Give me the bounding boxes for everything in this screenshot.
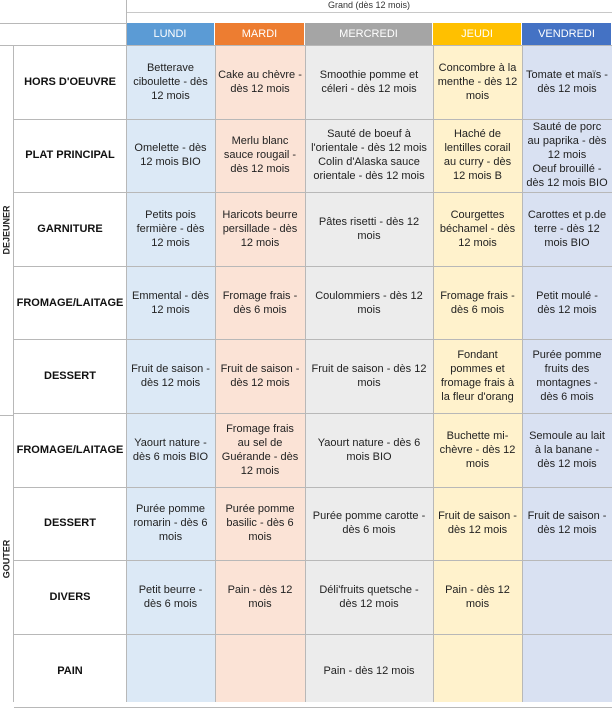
day-header-vendredi: VENDREDI <box>522 23 612 45</box>
menu-cell-mercredi: Yaourt nature - dès 6 mois BIO <box>317 436 421 463</box>
row-label: GARNITURE <box>37 222 103 235</box>
grid-line <box>0 45 612 46</box>
menu-cell-mardi: Haricots beurre persillade - dès 12 mois <box>222 208 298 249</box>
menu-cell-mardi: Purée pomme basilic - dès 6 mois <box>225 503 295 544</box>
menu-cell-mercredi: Purée pomme carotte - dès 6 mois <box>312 510 426 537</box>
grid-line <box>0 415 14 416</box>
menu-cell-lundi: Petits pois fermière - dès 12 mois <box>136 208 205 249</box>
grid-line <box>14 192 612 193</box>
menu-cell-mardi: Fromage frais au sel de Guérande - dès 12 mois <box>221 422 299 477</box>
menu-cell-mercredi: Pain - dès 12 mois <box>323 664 415 677</box>
menu-cell-mercredi: Smoothie pomme et céleri - dès 12 mois <box>319 68 419 95</box>
menu-cell-lundi: Fruit de saison - dès 12 mois <box>131 363 210 390</box>
menu-cell-mercredi: Déli'fruits quetsche - dès 12 mois <box>319 583 419 610</box>
grid-line <box>522 45 523 702</box>
menu-cell-lundi: Emmental - dès 12 mois <box>131 289 210 316</box>
menu-cell-mardi: Cake au chèvre - dès 12 mois <box>218 68 302 95</box>
menu-cell-lundi: Yaourt nature - dès 6 mois BIO <box>132 436 209 463</box>
day-header-jeudi: JEUDI <box>433 23 522 45</box>
menu-cell-mardi: Fromage frais - dès 6 mois <box>222 289 298 316</box>
day-header-mardi: MARDI <box>215 23 305 45</box>
menu-cell-vendredi: Fruit de saison - dès 12 mois <box>527 510 607 537</box>
grid-line <box>433 45 434 702</box>
row-label: DESSERT <box>44 370 96 383</box>
menu-cell-vendredi: Semoule au lait à la banane - dès 12 mois <box>529 429 605 470</box>
row-label: HORS D'OEUVRE <box>24 75 116 88</box>
grid-line <box>305 45 306 702</box>
row-label: PLAT PRINCIPAL <box>25 149 115 162</box>
grid-line <box>14 487 612 488</box>
grid-line <box>14 339 612 340</box>
grid-line <box>0 23 126 24</box>
grid-line <box>215 45 216 702</box>
menu-cell-jeudi: Haché de lentilles corail au curry - dès 12 mois B <box>443 128 512 183</box>
menu-cell-vendredi: Sauté de porc au paprika - dès 12 mois Oeuf brouillé - dès 12 mois BIO <box>526 121 608 190</box>
day-header-mercredi: MERCREDI <box>305 23 433 45</box>
menu-title: Grand (dès 12 mois) <box>327 0 411 10</box>
section-label-text: GOUTER <box>1 539 12 578</box>
menu-cell-jeudi: Concombre à la menthe - dès 12 mois <box>437 61 518 102</box>
menu-cell-lundi <box>126 634 215 708</box>
menu-cell-vendredi <box>522 560 612 634</box>
menu-cell-vendredi <box>522 634 612 708</box>
row-label: DESSERT <box>44 517 96 530</box>
grid-line <box>14 119 612 120</box>
grid-line <box>14 413 612 414</box>
menu-cell-lundi: Petit beurre - dès 6 mois <box>138 583 203 610</box>
menu-cell-jeudi: Fondant pommes et fromage frais à la fleur d'orang <box>440 349 515 404</box>
menu-cell-vendredi: Tomate et maïs - dès 12 mois <box>526 68 608 95</box>
menu-cell-jeudi: Fruit de saison - dès 12 mois <box>438 510 517 537</box>
menu-cell-vendredi: Purée pomme fruits des montagnes - dès 6 mois <box>532 349 602 404</box>
menu-cell-mercredi: Coulommiers - dès 12 mois <box>315 289 423 316</box>
menu-cell-mercredi: Sauté de boeuf à l'orientale - dès 12 mois Colin d'Alaska sauce orientale - dès 12 mois <box>311 128 427 183</box>
menu-cell-mardi: Fruit de saison - dès 12 mois <box>220 363 300 390</box>
day-header-lundi: LUNDI <box>126 23 215 45</box>
menu-cell-jeudi: Pain - dès 12 mois <box>445 583 510 610</box>
menu-cell-jeudi: Fromage frais - dès 6 mois <box>440 289 515 316</box>
section-label <box>0 45 13 415</box>
menu-cell-jeudi <box>433 634 522 708</box>
grid-line <box>14 634 612 635</box>
row-label: PAIN <box>57 664 83 677</box>
row-label: DIVERS <box>49 590 91 603</box>
section-label <box>0 415 13 702</box>
grid-line <box>126 0 127 702</box>
section-label-text: DEJEUNER <box>1 205 12 255</box>
menu-cell-mardi: Merlu blanc sauce rougail - dès 12 mois <box>223 135 297 176</box>
menu-cell-vendredi: Carottes et p.de terre - dès 12 mois BIO <box>527 208 607 249</box>
menu-cell-lundi: Omelette - dès 12 mois BIO <box>134 142 207 169</box>
row-label: FROMAGE/LAITAGE <box>16 296 124 309</box>
menu-cell-mardi: Pain - dès 12 mois <box>227 583 293 610</box>
menu-cell-vendredi: Petit moulé - dès 12 mois <box>536 289 598 316</box>
grid-line <box>14 266 612 267</box>
menu-cell-mercredi: Fruit de saison - dès 12 mois <box>311 363 427 390</box>
menu-cell-lundi: Betterave ciboulette - dès 12 mois <box>133 61 208 102</box>
menu-cell-jeudi: Buchette mi- chèvre - dès 12 mois <box>439 429 516 470</box>
grid-line <box>13 45 14 702</box>
menu-cell-lundi: Purée pomme romarin - dès 6 mois <box>133 503 208 544</box>
menu-cell-jeudi: Courgettes béchamel - dès 12 mois <box>439 208 516 249</box>
row-label: FROMAGE/LAITAGE <box>16 443 124 456</box>
menu-cell-mercredi: Pâtes risetti - dès 12 mois <box>318 215 420 242</box>
grid-line <box>14 560 612 561</box>
menu-cell-mardi <box>215 634 305 708</box>
